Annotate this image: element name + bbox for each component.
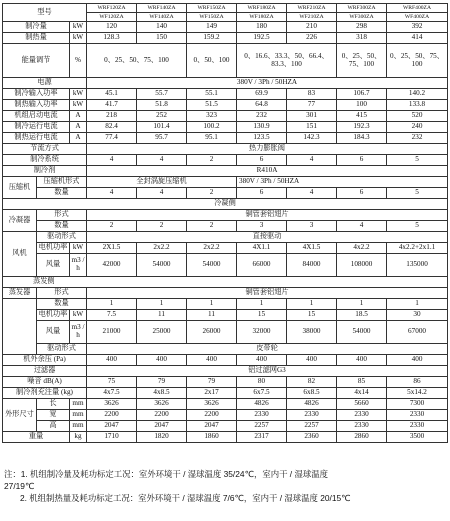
value-cell: 67000 bbox=[387, 321, 448, 344]
row-start-current bbox=[3, 111, 448, 122]
merged-value: 铝过滤网G3 bbox=[87, 366, 448, 377]
row-label: 制冷量 bbox=[3, 22, 70, 33]
value-cell: 252 bbox=[137, 111, 187, 122]
row-length bbox=[3, 399, 448, 410]
value-cell: 45.1 bbox=[87, 89, 137, 100]
value-cell: 232 bbox=[237, 111, 287, 122]
value-cell: 184.3 bbox=[337, 133, 387, 144]
value-cell: 69.9 bbox=[237, 89, 287, 100]
value-cell: 86 bbox=[387, 377, 448, 388]
row-label: 重量 bbox=[3, 432, 70, 443]
value-cell: 2200 bbox=[137, 410, 187, 421]
value-cell: 2047 bbox=[137, 421, 187, 432]
value-cell: 5 bbox=[387, 188, 448, 199]
value-cell: 1 bbox=[237, 299, 287, 310]
row-label: 制冷剂 bbox=[3, 166, 87, 177]
value-cell: 100 bbox=[337, 100, 387, 111]
unit-cell: mm bbox=[70, 399, 87, 410]
value-cell: 2860 bbox=[337, 432, 387, 443]
value-cell: 4x2.2 bbox=[337, 243, 387, 254]
value-cell: 55.7 bbox=[137, 89, 187, 100]
unit-cell: m3 / h bbox=[70, 254, 87, 277]
value-cell: 5 bbox=[387, 155, 448, 166]
value-cell: 4 bbox=[87, 188, 137, 199]
model-top: WRF400ZA bbox=[387, 4, 448, 13]
value-cell: 4 bbox=[287, 155, 337, 166]
value-cell: 400 bbox=[237, 355, 287, 366]
value-cell: 1710 bbox=[87, 432, 137, 443]
value-cell: 149 bbox=[187, 22, 237, 33]
value-cell: 2x2.2 bbox=[187, 243, 237, 254]
model-bottom: WF180ZA bbox=[237, 13, 287, 22]
value-cell: 4826 bbox=[287, 399, 337, 410]
value-cell: 150 bbox=[137, 33, 187, 44]
merged-value: 皮带轮 bbox=[87, 344, 448, 355]
value-cell: 2257 bbox=[237, 421, 287, 432]
value-cell: 2330 bbox=[287, 410, 337, 421]
model-bottom: WF400ZA bbox=[387, 13, 448, 22]
row-compressor-qty bbox=[3, 188, 448, 199]
value-cell: 5 bbox=[387, 221, 448, 232]
unit-cell: kW bbox=[70, 33, 87, 44]
row-label: 制冷输入功率 bbox=[3, 89, 70, 100]
row-fan-motor bbox=[3, 243, 448, 254]
row-heat-current bbox=[3, 133, 448, 144]
value-cell: 4 bbox=[137, 188, 187, 199]
value-cell: 108000 bbox=[337, 254, 387, 277]
value-cell: 520 bbox=[387, 111, 448, 122]
unit-cell: A bbox=[70, 111, 87, 122]
row-label: 噪音 dB(A) bbox=[3, 377, 87, 388]
value-cell: 2 bbox=[187, 155, 237, 166]
row-heating bbox=[3, 33, 448, 44]
value-cell: 77.4 bbox=[87, 133, 137, 144]
model-bottom: WF210ZA bbox=[287, 13, 337, 22]
value-cell: 2200 bbox=[87, 410, 137, 421]
row-label: 高 bbox=[37, 421, 70, 432]
unit-cell: A bbox=[70, 133, 87, 144]
value-cell: 0、25、50、75、100 bbox=[337, 44, 387, 78]
model-bottom: WF150ZA bbox=[187, 13, 237, 22]
value-cell: 4x7.5 bbox=[87, 388, 137, 399]
row-label: 形式 bbox=[37, 288, 87, 299]
value-cell: 4x14 bbox=[337, 388, 387, 399]
row-label: 形式 bbox=[37, 210, 87, 221]
value-cell: 2330 bbox=[387, 421, 448, 432]
row-label: 能量调节 bbox=[3, 44, 70, 78]
value-cell: 5x14.2 bbox=[387, 388, 448, 399]
row-condenser-form bbox=[3, 210, 448, 221]
merged-value: 热力膨胀阀 bbox=[87, 144, 448, 155]
unit-cell: kW bbox=[70, 243, 87, 254]
value-cell: 4 bbox=[87, 155, 137, 166]
value-cell: 133.8 bbox=[387, 100, 448, 111]
value-cell: 232 bbox=[387, 133, 448, 144]
row-label: 制冷系统 bbox=[3, 155, 87, 166]
row-label: 风量 bbox=[37, 254, 70, 277]
value-cell: 301 bbox=[287, 111, 337, 122]
model-top: WRF120ZA bbox=[87, 4, 137, 13]
value-cell: 0、16.6、33.3、50、66.4、83.3、100 bbox=[237, 44, 337, 78]
value-cell: 6 bbox=[237, 155, 287, 166]
merged-value: 380V / 3Ph / 50HZA bbox=[87, 78, 448, 89]
value-cell: 4826 bbox=[237, 399, 287, 410]
value-cell: 2 bbox=[87, 221, 137, 232]
value-cell: 2 bbox=[137, 221, 187, 232]
value-cell: 2330 bbox=[337, 421, 387, 432]
row-label: 制热运行电流 bbox=[3, 133, 70, 144]
value-cell: 85 bbox=[337, 377, 387, 388]
model-top: WRF140ZA bbox=[137, 4, 187, 13]
merged-value: 全封涡旋压缩机 bbox=[87, 177, 237, 188]
value-cell: 1820 bbox=[137, 432, 187, 443]
value-cell: 323 bbox=[187, 111, 237, 122]
value-cell: 18.5 bbox=[337, 310, 387, 321]
value-cell: 2330 bbox=[237, 410, 287, 421]
value-cell: 82.4 bbox=[87, 122, 137, 133]
row-condenser-side bbox=[3, 199, 448, 210]
row-filter bbox=[3, 366, 448, 377]
spec-table bbox=[2, 3, 448, 443]
value-cell: 2 bbox=[187, 188, 237, 199]
unit-cell: kW bbox=[70, 310, 87, 321]
value-cell: 400 bbox=[387, 355, 448, 366]
row-compressor-form bbox=[3, 177, 448, 188]
row-charge bbox=[3, 388, 448, 399]
value-cell: 298 bbox=[337, 22, 387, 33]
value-cell: 5660 bbox=[337, 399, 387, 410]
row-cooling bbox=[3, 22, 448, 33]
value-cell: 400 bbox=[287, 355, 337, 366]
value-cell: 54000 bbox=[337, 321, 387, 344]
value-cell: 1860 bbox=[187, 432, 237, 443]
row-circuits bbox=[3, 155, 448, 166]
value-cell: 3626 bbox=[87, 399, 137, 410]
value-cell: 2330 bbox=[337, 410, 387, 421]
value-cell: 1 bbox=[87, 299, 137, 310]
row-refrigerant bbox=[3, 166, 448, 177]
value-cell: 140.2 bbox=[387, 89, 448, 100]
value-cell: 2047 bbox=[87, 421, 137, 432]
row-indoor-air bbox=[3, 321, 448, 344]
unit-cell: A bbox=[70, 122, 87, 133]
value-cell: 392 bbox=[387, 22, 448, 33]
value-cell: 226 bbox=[287, 33, 337, 44]
model-bottom: WF300ZA bbox=[337, 13, 387, 22]
value-cell: 2330 bbox=[387, 410, 448, 421]
value-cell: 84000 bbox=[287, 254, 337, 277]
value-cell: 4x8.5 bbox=[137, 388, 187, 399]
value-cell: 128.3 bbox=[87, 33, 137, 44]
model-label: 型号 bbox=[3, 4, 87, 22]
value-cell: 4 bbox=[337, 221, 387, 232]
group-label: 冷凝器 bbox=[3, 210, 37, 232]
row-label: 数量 bbox=[37, 221, 87, 232]
model-top: WRF180ZA bbox=[237, 4, 287, 13]
value-cell: 41.7 bbox=[87, 100, 137, 111]
row-evap-side bbox=[3, 277, 448, 288]
value-cell: 0、50、100 bbox=[187, 44, 237, 78]
value-cell: 4X1.1 bbox=[237, 243, 287, 254]
value-cell: 95.7 bbox=[137, 133, 187, 144]
value-cell: 2047 bbox=[187, 421, 237, 432]
row-label: 电机功率 bbox=[37, 243, 70, 254]
row-label: 制热输入功率 bbox=[3, 100, 70, 111]
value-cell: 192.3 bbox=[337, 122, 387, 133]
row-label: 压缩机形式 bbox=[37, 177, 87, 188]
merged-value: R410A bbox=[87, 166, 448, 177]
row-label: 电机功率 bbox=[37, 310, 70, 321]
model-bottom: WF140ZA bbox=[137, 13, 187, 22]
value-cell: 4X1.5 bbox=[287, 243, 337, 254]
value-cell: 1 bbox=[387, 299, 448, 310]
value-cell: 2x2.2 bbox=[137, 243, 187, 254]
value-cell: 3626 bbox=[187, 399, 237, 410]
value-cell: 2x17 bbox=[187, 388, 237, 399]
row-width bbox=[3, 410, 448, 421]
value-cell: 95.1 bbox=[187, 133, 237, 144]
row-cool-input bbox=[3, 89, 448, 100]
row-label: 数量 bbox=[37, 299, 87, 310]
header-row bbox=[3, 4, 448, 13]
row-evaporator-qty bbox=[3, 299, 448, 310]
value-cell: 11 bbox=[187, 310, 237, 321]
row-indoor-drive bbox=[3, 344, 448, 355]
value-cell: 0、25、50、75、100 bbox=[387, 44, 448, 78]
value-cell: 21000 bbox=[87, 321, 137, 344]
row-label: 制冷剂充注量 (kg) bbox=[3, 388, 87, 399]
value-cell: 15 bbox=[237, 310, 287, 321]
value-cell: 64.8 bbox=[237, 100, 287, 111]
value-cell: 142.3 bbox=[287, 133, 337, 144]
row-heat-input bbox=[3, 100, 448, 111]
row-label: 风量 bbox=[37, 321, 70, 344]
value-cell: 79 bbox=[137, 377, 187, 388]
unit-cell: kW bbox=[70, 89, 87, 100]
value-cell: 123.5 bbox=[237, 133, 287, 144]
value-cell: 3 bbox=[237, 221, 287, 232]
value-cell: 25000 bbox=[137, 321, 187, 344]
value-cell: 400 bbox=[137, 355, 187, 366]
value-cell: 42000 bbox=[87, 254, 137, 277]
value-cell: 218 bbox=[87, 111, 137, 122]
value-cell: 4x2.2+2x1.1 bbox=[387, 243, 448, 254]
value-cell: 106.7 bbox=[337, 89, 387, 100]
merged-value: 380V / 3Ph / 50HZA bbox=[237, 177, 448, 188]
group-label: 外形尺寸 bbox=[3, 399, 37, 432]
group-label: 风机 bbox=[3, 232, 37, 277]
value-cell: 51.5 bbox=[187, 100, 237, 111]
group-label: 压缩机 bbox=[3, 177, 37, 199]
value-cell: 3500 bbox=[387, 432, 448, 443]
row-label: 宽 bbox=[37, 410, 70, 421]
value-cell: 2360 bbox=[287, 432, 337, 443]
unit-cell: m3 / h bbox=[70, 321, 87, 344]
value-cell: 101.4 bbox=[137, 122, 187, 133]
value-cell: 7300 bbox=[387, 399, 448, 410]
row-capacity-adj bbox=[3, 44, 448, 78]
value-cell: 2200 bbox=[187, 410, 237, 421]
value-cell: 54000 bbox=[137, 254, 187, 277]
value-cell: 6x8.5 bbox=[287, 388, 337, 399]
value-cell: 192.5 bbox=[237, 33, 287, 44]
value-cell: 66000 bbox=[237, 254, 287, 277]
value-cell: 15 bbox=[287, 310, 337, 321]
value-cell: 180 bbox=[237, 22, 287, 33]
value-cell: 3 bbox=[287, 221, 337, 232]
row-ext-pressure bbox=[3, 355, 448, 366]
note-2: 2. 机组制热量及耗功标定工况：室外环境干 / 湿球温度 7/6℃，室内干 / 湿球温度 20/15℃ bbox=[20, 493, 351, 504]
unit-cell: mm bbox=[70, 410, 87, 421]
value-cell: 55.1 bbox=[187, 89, 237, 100]
row-label: 过滤器 bbox=[3, 366, 87, 377]
section-label: 冷凝侧 bbox=[3, 199, 448, 210]
value-cell: 240 bbox=[387, 122, 448, 133]
value-cell: 80 bbox=[237, 377, 287, 388]
value-cell: 0、25、50、75、100 bbox=[87, 44, 187, 78]
row-label: 电源 bbox=[3, 78, 87, 89]
unit-cell: mm bbox=[70, 421, 87, 432]
merged-value: 直接驱动 bbox=[87, 232, 448, 243]
value-cell: 318 bbox=[337, 33, 387, 44]
value-cell: 135000 bbox=[387, 254, 448, 277]
value-cell: 151 bbox=[287, 122, 337, 133]
value-cell: 26000 bbox=[187, 321, 237, 344]
group-label: 蒸发器 bbox=[3, 288, 37, 299]
unit-cell: % bbox=[70, 44, 87, 78]
row-evaporator-form bbox=[3, 288, 448, 299]
value-cell: 82 bbox=[287, 377, 337, 388]
unit-cell: kg bbox=[70, 432, 87, 443]
value-cell: 51.8 bbox=[137, 100, 187, 111]
model-top: WRF300ZA bbox=[337, 4, 387, 13]
value-cell: 140 bbox=[137, 22, 187, 33]
value-cell: 400 bbox=[187, 355, 237, 366]
unit-cell: kW bbox=[70, 22, 87, 33]
row-label: 数量 bbox=[37, 188, 87, 199]
note-1-continued: 27/19℃ bbox=[4, 481, 35, 492]
value-cell: 11 bbox=[137, 310, 187, 321]
value-cell: 6 bbox=[337, 188, 387, 199]
value-cell: 159.2 bbox=[187, 33, 237, 44]
model-bottom: WF120ZA bbox=[87, 13, 137, 22]
value-cell: 1 bbox=[137, 299, 187, 310]
row-label: 机外余压 (Pa) bbox=[3, 355, 87, 366]
row-condenser-qty bbox=[3, 221, 448, 232]
value-cell: 400 bbox=[337, 355, 387, 366]
row-fan-drive bbox=[3, 232, 448, 243]
value-cell: 2257 bbox=[287, 421, 337, 432]
row-label: 制热量 bbox=[3, 33, 70, 44]
note-1: 注：1. 机组制冷量及耗功标定工况：室外环境干 / 湿球温度 35/24℃，室内干 / 湿球温度 bbox=[4, 469, 328, 479]
model-top: WRF150ZA bbox=[187, 4, 237, 13]
value-cell: 6x7.5 bbox=[237, 388, 287, 399]
value-cell: 414 bbox=[387, 33, 448, 44]
value-cell: 7.5 bbox=[87, 310, 137, 321]
value-cell: 75 bbox=[87, 377, 137, 388]
value-cell: 6 bbox=[237, 188, 287, 199]
row-power bbox=[3, 78, 448, 89]
merged-value: 铜管套铝翅片 bbox=[87, 210, 448, 221]
value-cell: 210 bbox=[287, 22, 337, 33]
value-cell: 83 bbox=[287, 89, 337, 100]
row-indoor-motor bbox=[3, 310, 448, 321]
footnotes bbox=[4, 468, 448, 505]
value-cell: 2X1.5 bbox=[87, 243, 137, 254]
value-cell: 30 bbox=[387, 310, 448, 321]
value-cell: 1 bbox=[187, 299, 237, 310]
value-cell: 1 bbox=[287, 299, 337, 310]
unit-cell: kW bbox=[70, 100, 87, 111]
row-height bbox=[3, 421, 448, 432]
value-cell: 2 bbox=[187, 221, 237, 232]
row-fan-air bbox=[3, 254, 448, 277]
value-cell: 2317 bbox=[237, 432, 287, 443]
row-noise bbox=[3, 377, 448, 388]
value-cell: 3626 bbox=[137, 399, 187, 410]
value-cell: 79 bbox=[187, 377, 237, 388]
row-label: 制冷运行电流 bbox=[3, 122, 70, 133]
value-cell: 4 bbox=[137, 155, 187, 166]
value-cell: 77 bbox=[287, 100, 337, 111]
row-label: 驱动形式 bbox=[37, 344, 87, 355]
value-cell: 100.2 bbox=[187, 122, 237, 133]
value-cell: 130.9 bbox=[237, 122, 287, 133]
value-cell: 54000 bbox=[187, 254, 237, 277]
row-label: 机组启动电流 bbox=[3, 111, 70, 122]
model-top: WRF210ZA bbox=[287, 4, 337, 13]
section-label: 蒸发侧 bbox=[3, 277, 448, 288]
row-weight bbox=[3, 432, 448, 443]
row-throttle bbox=[3, 144, 448, 155]
row-label: 长 bbox=[37, 399, 70, 410]
row-label: 驱动形式 bbox=[37, 232, 87, 243]
value-cell: 415 bbox=[337, 111, 387, 122]
row-label: 节流方式 bbox=[3, 144, 87, 155]
value-cell: 4 bbox=[287, 188, 337, 199]
merged-value: 铜管套铝翅片 bbox=[87, 288, 448, 299]
value-cell: 1 bbox=[337, 299, 387, 310]
group-spacer bbox=[3, 299, 37, 355]
value-cell: 38000 bbox=[287, 321, 337, 344]
value-cell: 120 bbox=[87, 22, 137, 33]
value-cell: 6 bbox=[337, 155, 387, 166]
value-cell: 400 bbox=[87, 355, 137, 366]
row-cool-current bbox=[3, 122, 448, 133]
value-cell: 32000 bbox=[237, 321, 287, 344]
